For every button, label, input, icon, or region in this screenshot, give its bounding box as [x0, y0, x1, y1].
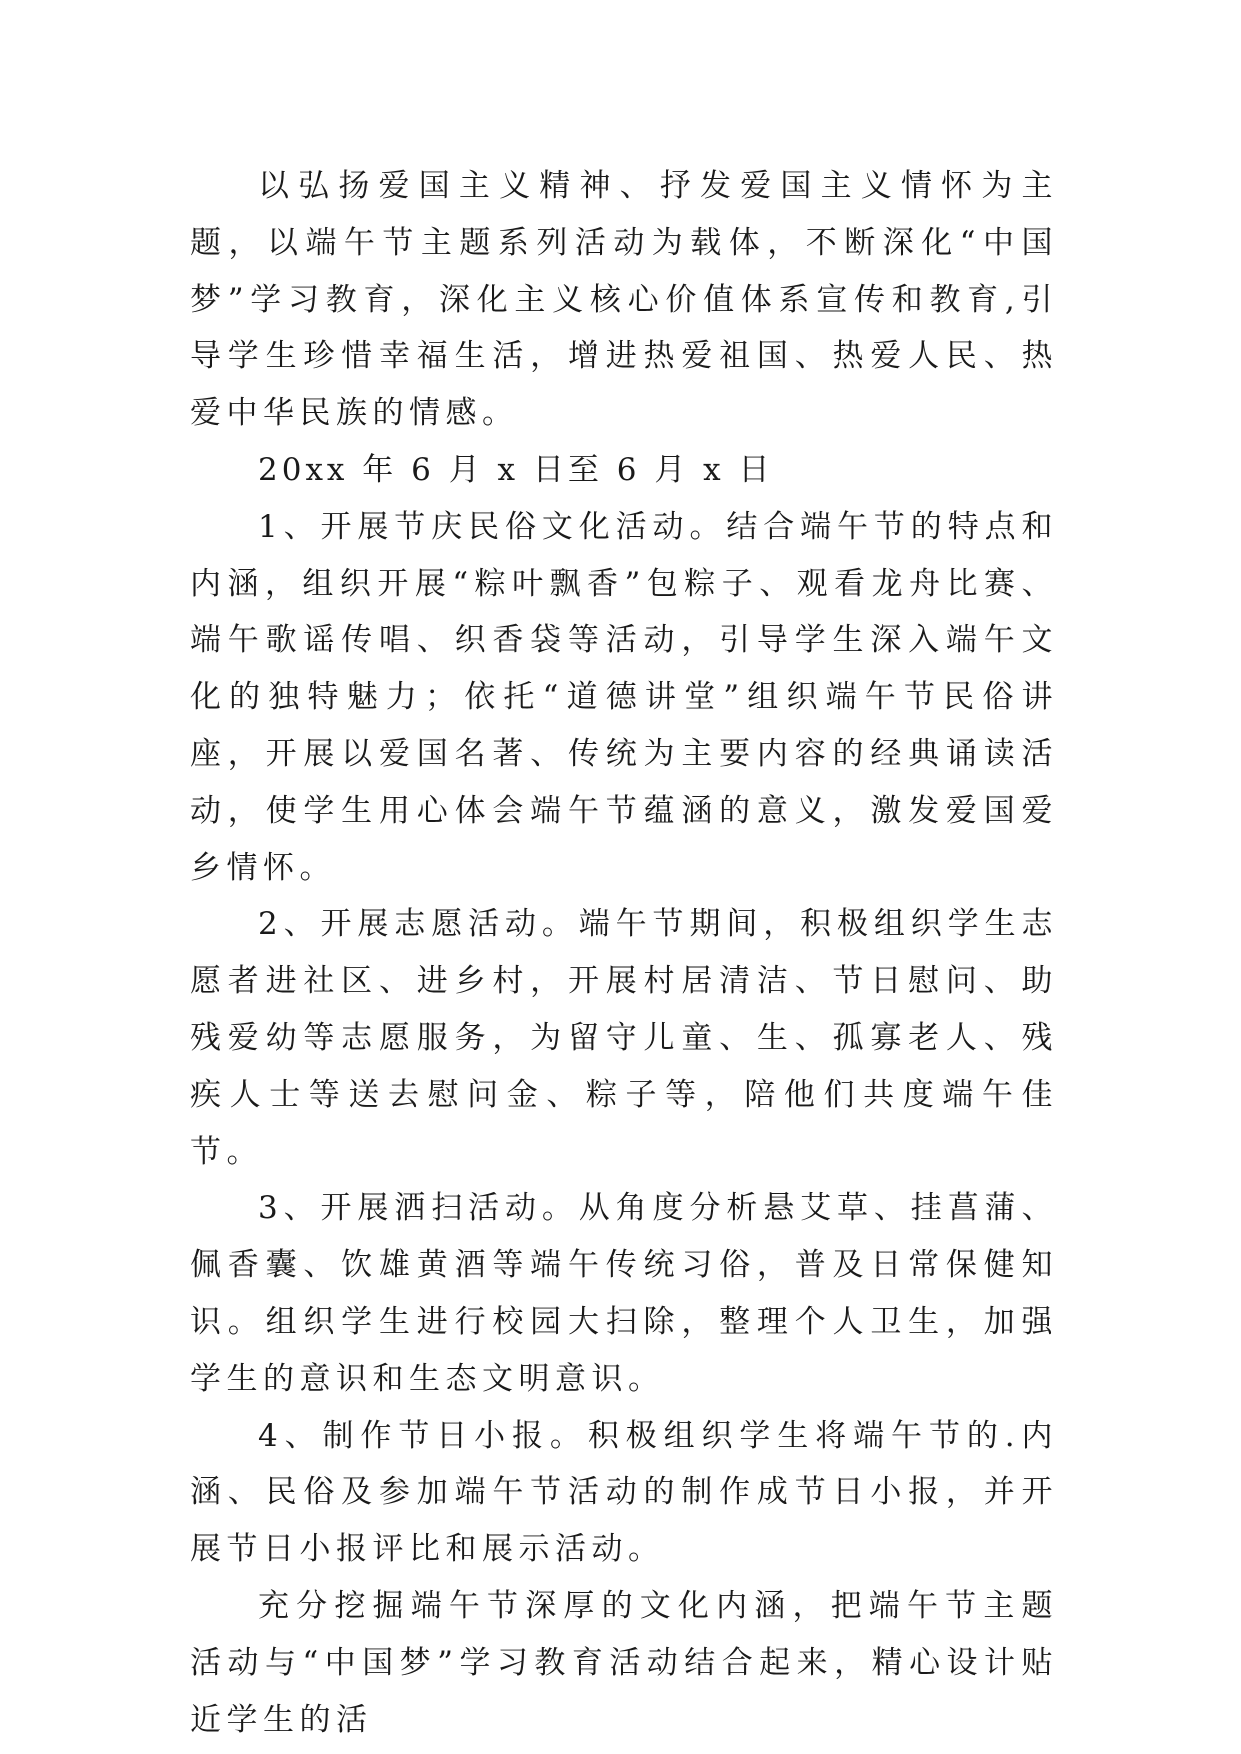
paragraph-activity-3: 3、开展洒扫活动。从角度分析悬艾草、挂菖蒲、佩香囊、饮雄黄酒等端午传统习俗，普及日常保健知识。组织学生进行校园大扫除，整理个人卫生，加强学生的意识和生态文明意识。	[190, 1190, 1058, 1397]
paragraph-activity-1: 1、开展节庆民俗文化活动。结合端午节的特点和内涵，组织开展“粽叶飘香”包粽子、观看龙舟比赛、端午歌谣传唱、织香袋等活动，引导学生深入端午文化的独特魅力；依托“道德讲堂”组织端午节民俗讲座，开展以爱国名著、传统为主要内容的经典诵读活动，使学生用心体会端午节蕴涵的意义，激发爱国爱乡情怀。	[190, 508, 1058, 886]
paragraph-theme: 以弘扬爱国主义精神、抒发爱国主义情怀为主题，以端午节主题系列活动为载体，不断深化“中国梦”学习教育，深化主义核心价值体系宣传和教育,引导学生珍惜幸福生活，增进热爱祖国、热爱人民、热爱中华民族的情感。	[190, 168, 1058, 432]
paragraph-date-range: 20xx 年 6 月 x 日至 6 月 x 日	[258, 451, 774, 488]
document-body	[190, 158, 1058, 1748]
paragraph-summary: 充分挖掘端午节深厚的文化内涵，把端午节主题活动与“中国梦”学习教育活动结合起来，精心设计贴近学生的活	[190, 1587, 1058, 1738]
paragraph-activity-4: 4、制作节日小报。积极组织学生将端午节的.内涵、民俗及参加端午节活动的制作成节日小报，并开展节日小报评比和展示活动。	[190, 1417, 1058, 1568]
paragraph-activity-2: 2、开展志愿活动。端午节期间，积极组织学生志愿者进社区、进乡村，开展村居清洁、节日慰问、助残爱幼等志愿服务，为留守儿童、生、孤寡老人、残疾人士等送去慰问金、粽子等，陪他们共度端午佳节。	[190, 906, 1058, 1170]
